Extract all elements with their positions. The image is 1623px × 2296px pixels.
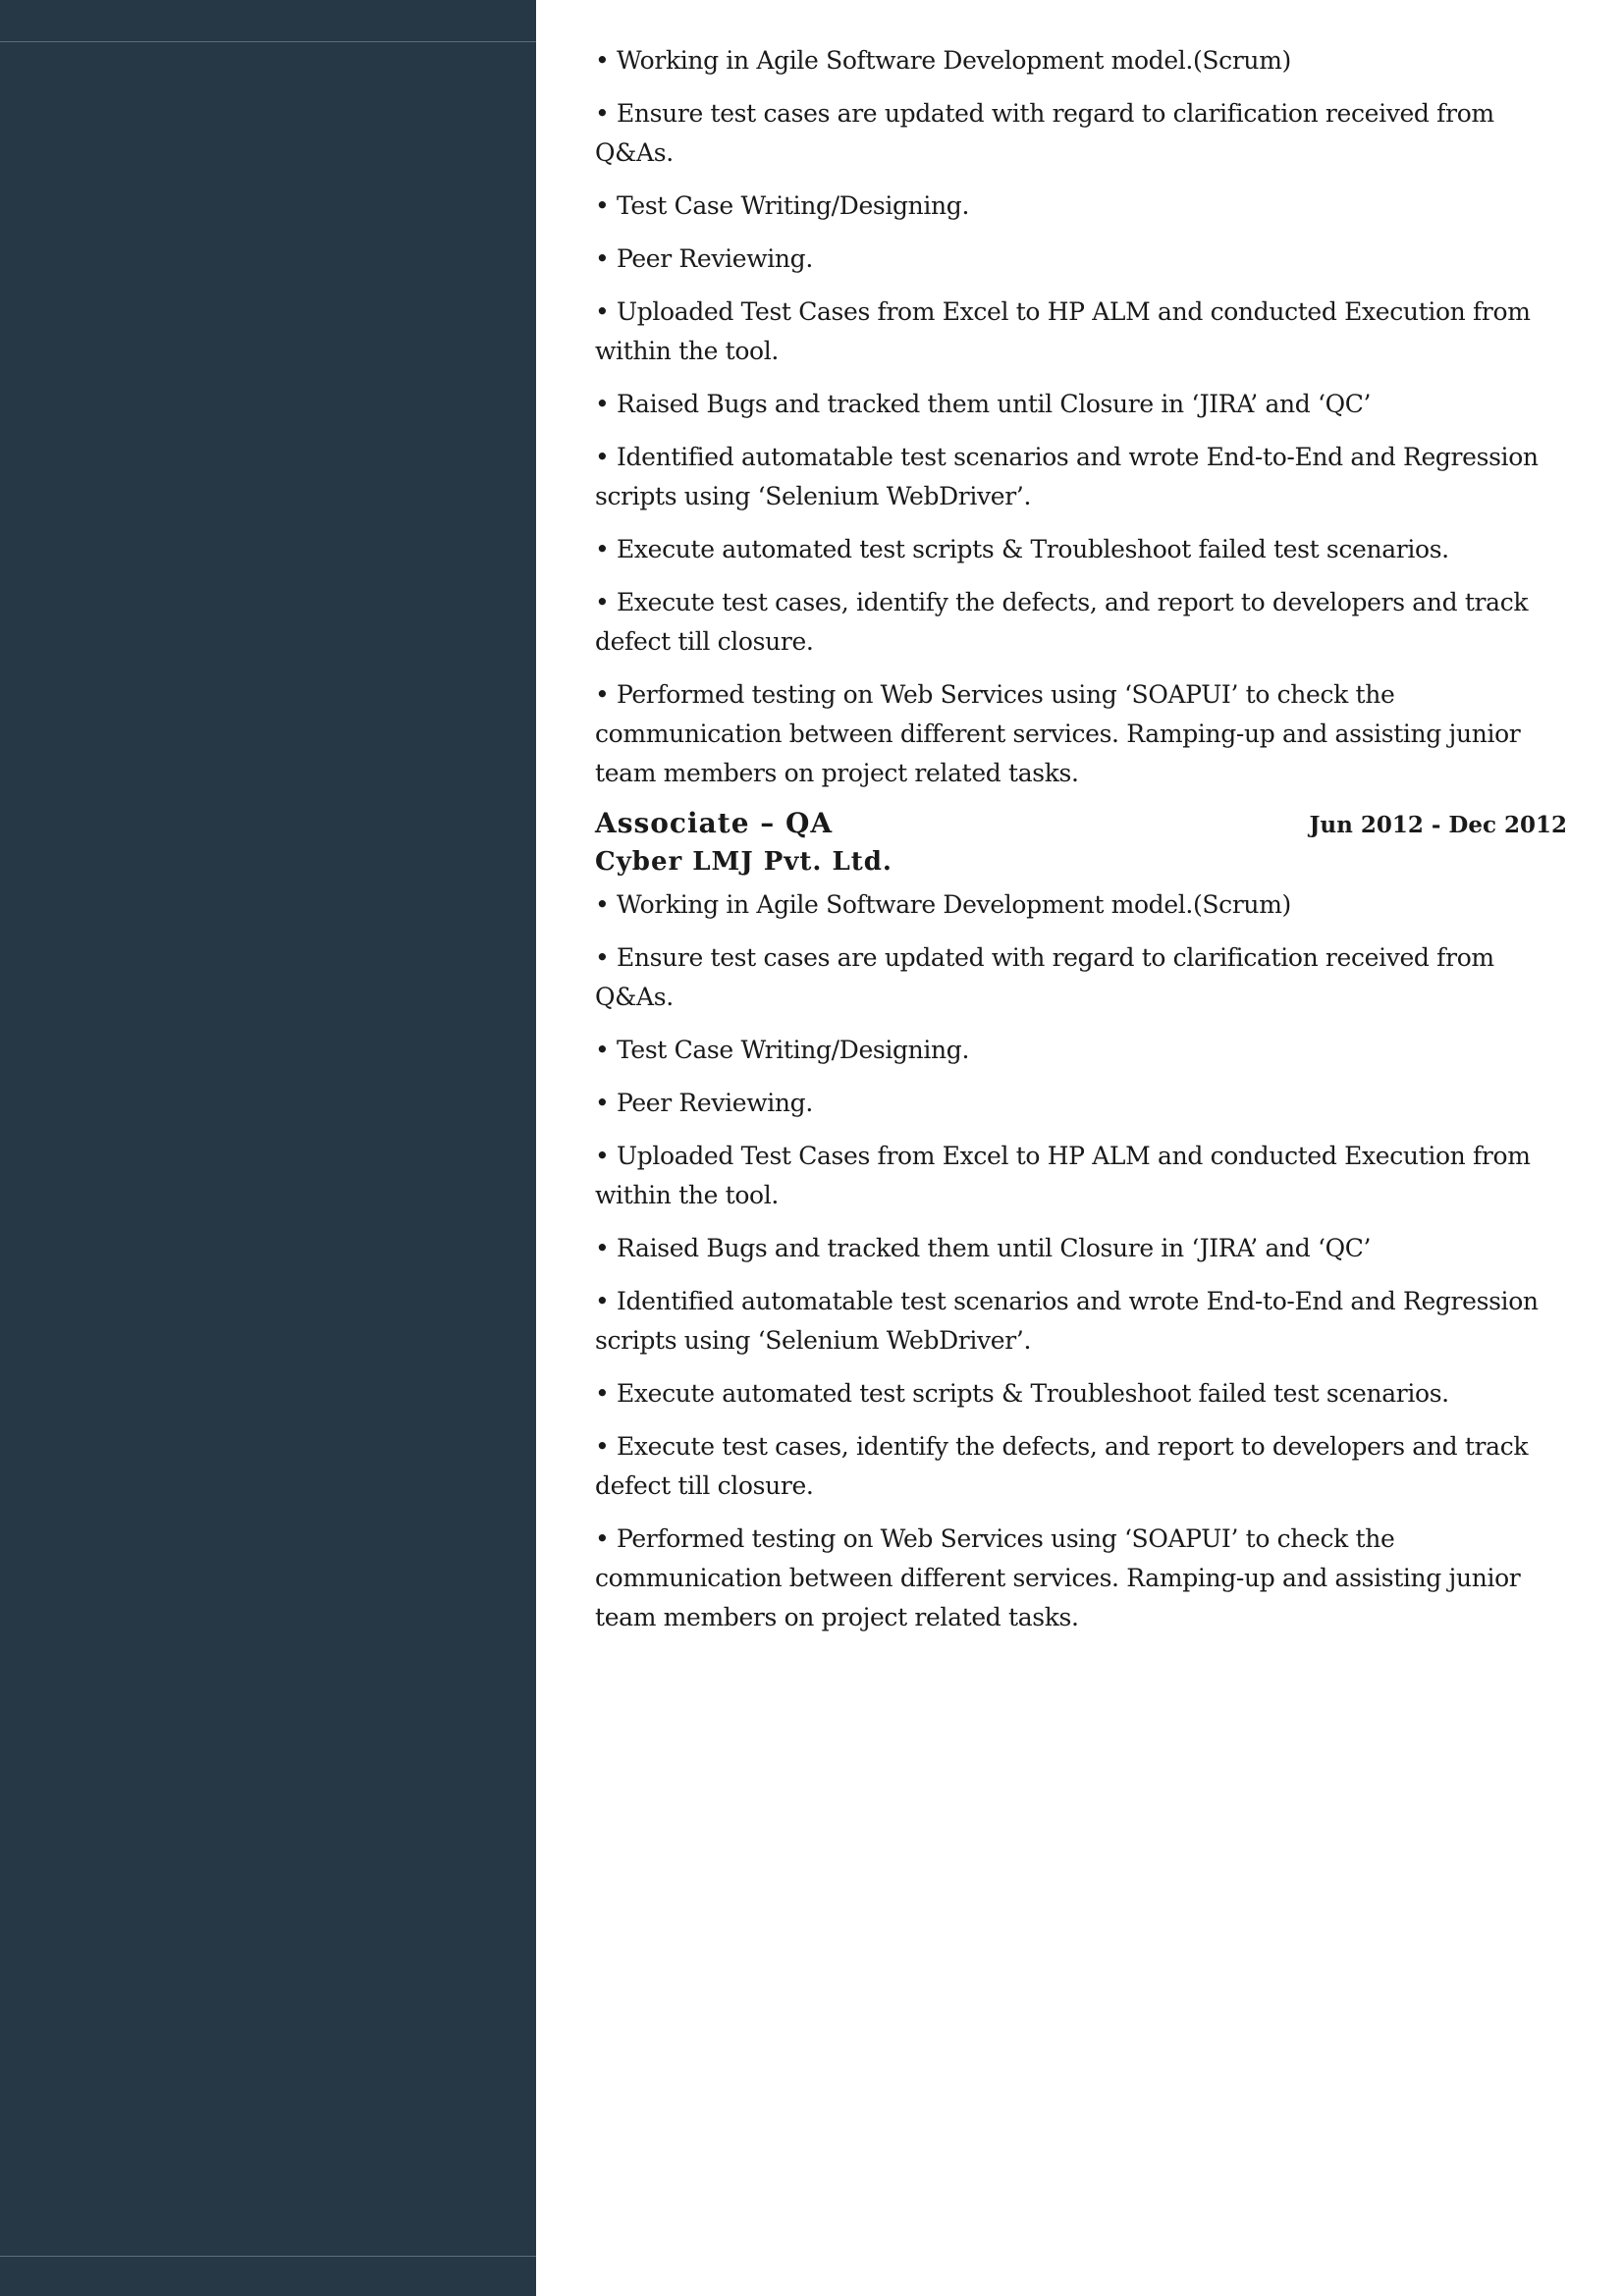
bullet-item: • Uploaded Test Cases from Excel to HP ALM and conducted Execution from within the tool. — [595, 293, 1567, 371]
bullet-item: • Execute test cases, identify the defects, and report to developers and track defect till closure. — [595, 1427, 1567, 1506]
bullet-item: • Identified automatable test scenarios and wrote End-to-End and Regression scripts using ‘Selenium WebDriver’. — [595, 438, 1567, 516]
job-title: Associate – QA — [595, 807, 834, 839]
sidebar-bottom-divider — [0, 2256, 536, 2257]
bullet-item: • Test Case Writing/Designing. — [595, 187, 1567, 226]
bullet-item: • Peer Reviewing. — [595, 1084, 1567, 1123]
bullet-item: • Test Case Writing/Designing. — [595, 1031, 1567, 1070]
bullet-item: • Working in Agile Software Development model.(Scrum) — [595, 41, 1567, 80]
job-bullet-list — [595, 885, 1567, 1637]
bullet-item: • Peer Reviewing. — [595, 240, 1567, 279]
bullet-item: • Performed testing on Web Services using ‘SOAPUI’ to check the communication between different services. Ramping-up and assisting junior team members on project related tasks. — [595, 1520, 1567, 1637]
bullet-item: • Uploaded Test Cases from Excel to HP ALM and conducted Execution from within the tool. — [595, 1137, 1567, 1215]
job-header — [595, 807, 1567, 844]
bullet-item: • Execute test cases, identify the defects, and report to developers and track defect till closure. — [595, 583, 1567, 662]
bullet-item: • Performed testing on Web Services using ‘SOAPUI’ to check the communication between different services. Ramping-up and assisting junior team members on project related tasks. — [595, 675, 1567, 793]
job-entry — [595, 807, 1567, 1637]
previous-job-bullet-list — [595, 41, 1567, 793]
bullet-item: • Execute automated test scripts & Troubleshoot failed test scenarios. — [595, 1374, 1567, 1414]
bullet-item: • Working in Agile Software Development model.(Scrum) — [595, 885, 1567, 925]
bullet-item: • Execute automated test scripts & Troubleshoot failed test scenarios. — [595, 530, 1567, 569]
sidebar-panel — [0, 0, 536, 2296]
bullet-item: • Identified automatable test scenarios and wrote End-to-End and Regression scripts using ‘Selenium WebDriver’. — [595, 1282, 1567, 1361]
company-name: Cyber LMJ Pvt. Ltd. — [595, 847, 893, 877]
bullet-item: • Raised Bugs and tracked them until Closure in ‘JIRA’ and ‘QC’ — [595, 1229, 1567, 1268]
bullet-item: • Raised Bugs and tracked them until Closure in ‘JIRA’ and ‘QC’ — [595, 385, 1567, 424]
sidebar-top-divider — [0, 41, 536, 42]
bullet-item: • Ensure test cases are updated with regard to clarification received from Q&As. — [595, 94, 1567, 173]
job-dates: Jun 2012 - Dec 2012 — [1309, 812, 1567, 838]
bullet-item: • Ensure test cases are updated with regard to clarification received from Q&As. — [595, 938, 1567, 1017]
experience-content — [595, 41, 1567, 1651]
